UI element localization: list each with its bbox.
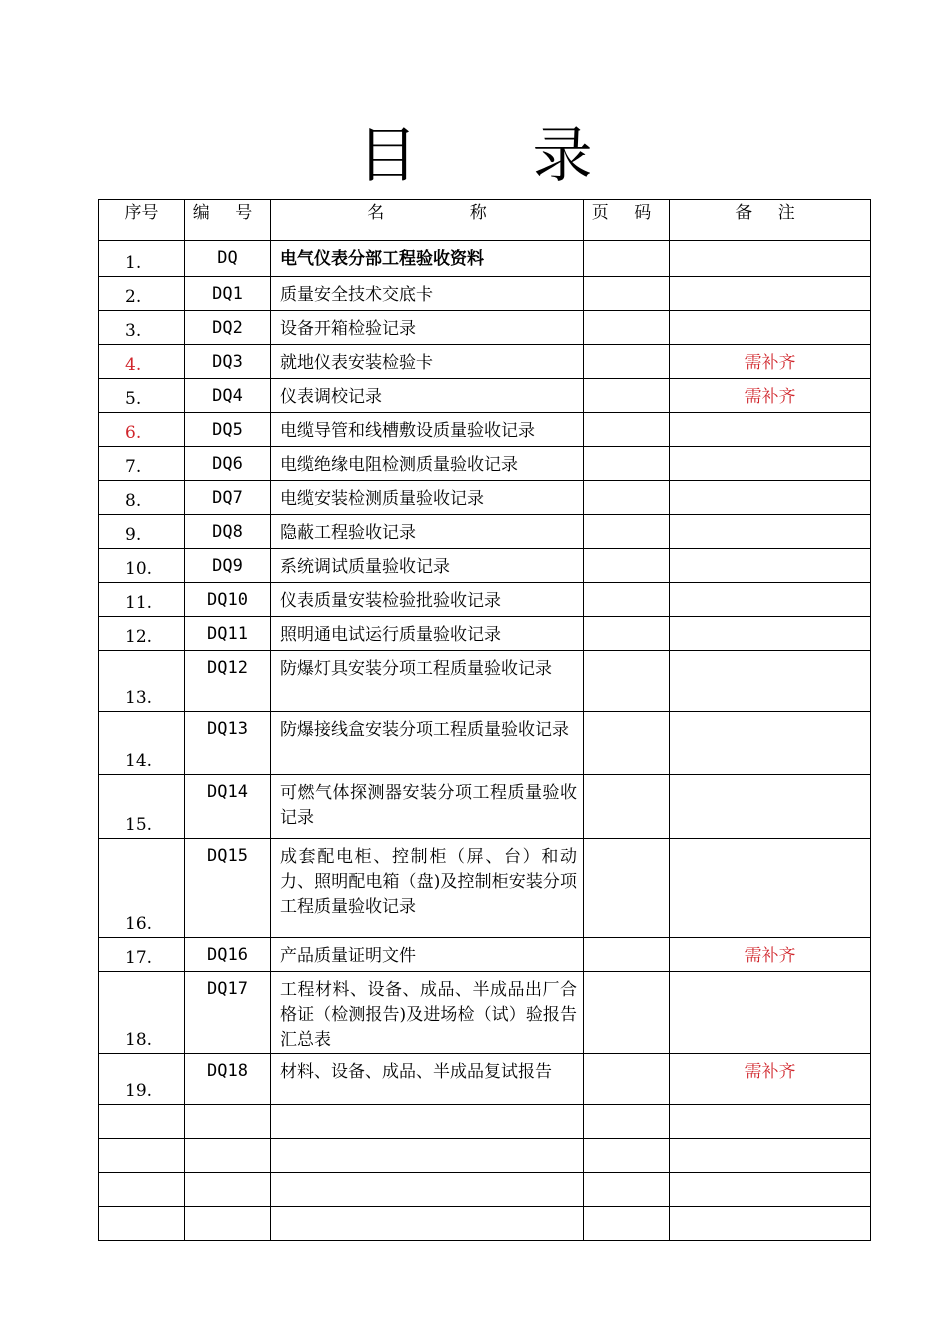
row-name: 隐蔽工程验收记录	[271, 515, 584, 549]
table-row	[99, 345, 871, 379]
toc-table	[98, 199, 871, 1241]
row-page	[584, 1054, 670, 1105]
row-page	[584, 277, 670, 311]
row-number: 5.	[99, 379, 185, 413]
row-name	[271, 1207, 584, 1241]
row-note: 需补齐	[670, 938, 871, 972]
row-note	[670, 311, 871, 345]
row-name: 设备开箱检验记录	[271, 311, 584, 345]
row-page	[584, 839, 670, 938]
table-row	[99, 651, 871, 712]
row-name: 工程材料、设备、成品、半成品出厂合格证（检测报告)及进场检（试）验报告汇总表	[271, 972, 584, 1054]
row-name: 照明通电试运行质量验收记录	[271, 617, 584, 651]
row-name: 防爆接线盒安装分项工程质量验收记录	[271, 712, 584, 775]
row-name: 仪表调校记录	[271, 379, 584, 413]
row-code: DQ4	[185, 379, 271, 413]
table-row	[99, 712, 871, 775]
table-row	[99, 413, 871, 447]
row-page	[584, 583, 670, 617]
row-page	[584, 481, 670, 515]
row-code	[185, 1139, 271, 1173]
row-number: 7.	[99, 447, 185, 481]
row-name: 电缆安装检测质量验收记录	[271, 481, 584, 515]
table-row	[99, 549, 871, 583]
row-number: 11.	[99, 583, 185, 617]
table-row	[99, 447, 871, 481]
row-page	[584, 345, 670, 379]
row-page	[584, 775, 670, 839]
row-page	[584, 1105, 670, 1139]
row-note	[670, 1105, 871, 1139]
header-note: 备 注	[670, 200, 871, 241]
row-number: 6.	[99, 413, 185, 447]
row-code: DQ5	[185, 413, 271, 447]
row-page	[584, 311, 670, 345]
row-name: 电缆绝缘电阻检测质量验收记录	[271, 447, 584, 481]
row-note	[670, 277, 871, 311]
row-page	[584, 447, 670, 481]
table-row	[99, 617, 871, 651]
row-note	[670, 583, 871, 617]
row-code: DQ10	[185, 583, 271, 617]
row-number: 2.	[99, 277, 185, 311]
row-code: DQ12	[185, 651, 271, 712]
row-code: DQ	[185, 241, 271, 277]
row-name: 可燃气体探测器安装分项工程质量验收记录	[271, 775, 584, 839]
row-number	[99, 1105, 185, 1139]
row-number: 13.	[99, 651, 185, 712]
row-code: DQ15	[185, 839, 271, 938]
row-number: 10.	[99, 549, 185, 583]
row-code: DQ18	[185, 1054, 271, 1105]
row-note	[670, 413, 871, 447]
table-row	[99, 1139, 871, 1173]
header-code: 编 号	[185, 200, 271, 241]
row-note	[670, 549, 871, 583]
row-number: 3.	[99, 311, 185, 345]
row-page	[584, 712, 670, 775]
row-number: 15.	[99, 775, 185, 839]
row-name: 就地仪表安装检验卡	[271, 345, 584, 379]
row-number: 4.	[99, 345, 185, 379]
row-number: 19.	[99, 1054, 185, 1105]
row-note	[670, 241, 871, 277]
row-code: DQ1	[185, 277, 271, 311]
table-row	[99, 1207, 871, 1241]
row-note	[670, 481, 871, 515]
row-name: 电缆导管和线槽敷设质量验收记录	[271, 413, 584, 447]
row-page	[584, 1173, 670, 1207]
row-note	[670, 972, 871, 1054]
row-name: 仪表质量安装检验批验收记录	[271, 583, 584, 617]
row-note	[670, 1139, 871, 1173]
toc-body	[99, 241, 871, 1241]
row-code: DQ14	[185, 775, 271, 839]
row-page	[584, 1139, 670, 1173]
row-name	[271, 1173, 584, 1207]
row-code	[185, 1207, 271, 1241]
row-code: DQ3	[185, 345, 271, 379]
row-note	[670, 712, 871, 775]
row-note	[670, 839, 871, 938]
row-note: 需补齐	[670, 345, 871, 379]
row-number	[99, 1139, 185, 1173]
row-page	[584, 379, 670, 413]
row-note	[670, 1207, 871, 1241]
row-page	[584, 1207, 670, 1241]
row-name: 质量安全技术交底卡	[271, 277, 584, 311]
row-name: 系统调试质量验收记录	[271, 549, 584, 583]
table-row	[99, 938, 871, 972]
row-number: 12.	[99, 617, 185, 651]
row-code: DQ9	[185, 549, 271, 583]
table-row	[99, 972, 871, 1054]
row-note	[670, 617, 871, 651]
row-number: 18.	[99, 972, 185, 1054]
row-page	[584, 938, 670, 972]
row-code: DQ17	[185, 972, 271, 1054]
table-row	[99, 241, 871, 277]
row-page	[584, 972, 670, 1054]
row-number: 1.	[99, 241, 185, 277]
row-note: 需补齐	[670, 1054, 871, 1105]
row-code: DQ13	[185, 712, 271, 775]
row-code	[185, 1105, 271, 1139]
row-note	[670, 1173, 871, 1207]
table-row	[99, 1054, 871, 1105]
row-code	[185, 1173, 271, 1207]
row-note: 需补齐	[670, 379, 871, 413]
row-name: 电气仪表分部工程验收资料	[271, 241, 584, 277]
row-page	[584, 241, 670, 277]
row-name: 材料、设备、成品、半成品复试报告	[271, 1054, 584, 1105]
table-row	[99, 311, 871, 345]
page-title: 目 录	[357, 121, 641, 191]
row-number	[99, 1207, 185, 1241]
row-code: DQ8	[185, 515, 271, 549]
row-code: DQ16	[185, 938, 271, 972]
row-code: DQ11	[185, 617, 271, 651]
row-note	[670, 447, 871, 481]
row-number: 16.	[99, 839, 185, 938]
header-name: 名 称	[271, 200, 584, 241]
table-row	[99, 775, 871, 839]
table-row	[99, 1173, 871, 1207]
row-code: DQ7	[185, 481, 271, 515]
header-row	[99, 200, 871, 241]
row-name: 防爆灯具安装分项工程质量验收记录	[271, 651, 584, 712]
row-note	[670, 651, 871, 712]
row-code: DQ6	[185, 447, 271, 481]
table-row	[99, 379, 871, 413]
row-number: 17.	[99, 938, 185, 972]
header-seq: 序号	[99, 200, 185, 241]
row-code: DQ2	[185, 311, 271, 345]
row-name	[271, 1105, 584, 1139]
row-note	[670, 515, 871, 549]
header-page: 页 码	[584, 200, 670, 241]
row-page	[584, 651, 670, 712]
row-number: 9.	[99, 515, 185, 549]
row-name: 成套配电柜、控制柜（屏、台）和动力、照明配电箱（盘)及控制柜安装分项工程质量验收记录	[271, 839, 584, 938]
row-note	[670, 775, 871, 839]
table-row	[99, 839, 871, 938]
row-number: 14.	[99, 712, 185, 775]
row-page	[584, 549, 670, 583]
row-number	[99, 1173, 185, 1207]
row-name: 产品质量证明文件	[271, 938, 584, 972]
table-row	[99, 277, 871, 311]
row-number: 8.	[99, 481, 185, 515]
row-page	[584, 413, 670, 447]
table-row	[99, 481, 871, 515]
row-page	[584, 617, 670, 651]
row-page	[584, 515, 670, 549]
table-row	[99, 515, 871, 549]
table-row	[99, 583, 871, 617]
row-name	[271, 1139, 584, 1173]
table-row	[99, 1105, 871, 1139]
